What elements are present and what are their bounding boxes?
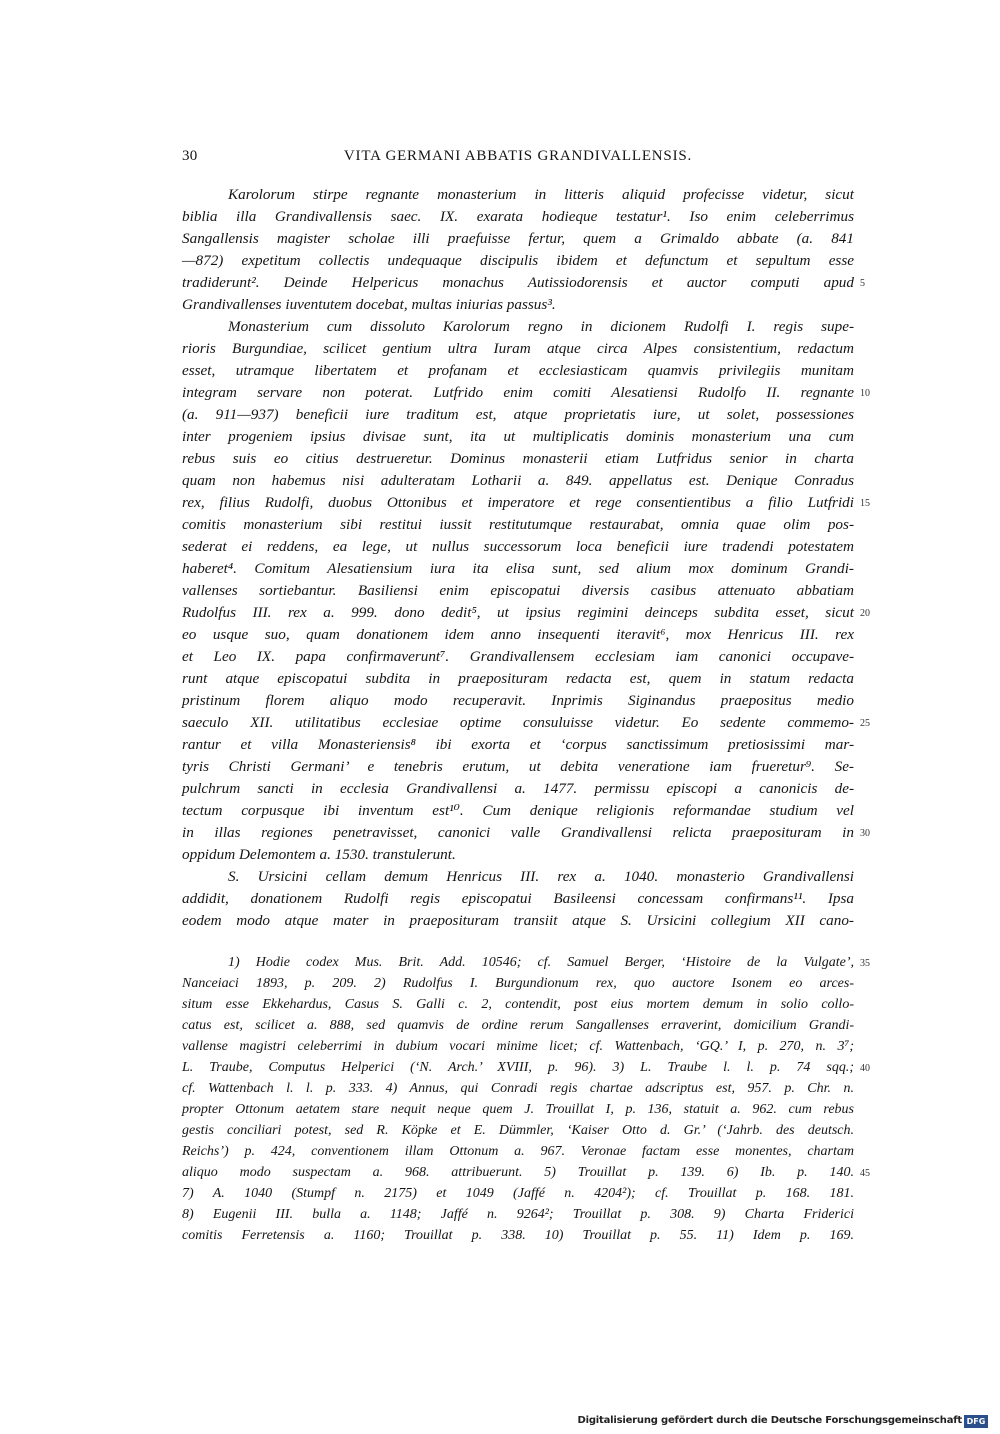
body-line: tradiderunt². Deinde Helpericus monachus Autissiodorensis et auctor computi apud bbox=[182, 274, 854, 291]
body-line: biblia illa Grandivallensis saec. IX. exarata hodieque testatur¹. Iso enim celeberrimus bbox=[182, 208, 854, 225]
footnote-line: situm esse Ekkehardus, Casus S. Galli c. 2, contendit, post eius mortem demum in solio collo- bbox=[182, 997, 854, 1012]
footnote-line: aliquo modo suspectam a. 968. attribuerunt. 5) Trouillat p. 139. 6) Ib. p. 140. bbox=[182, 1165, 854, 1180]
footnote-line: cf. Wattenbach l. l. p. 333. 4) Annus, qui Conradi regis chartae adscriptus est, 957. p. Chr. n. bbox=[182, 1081, 854, 1096]
margin-line-number: 15 bbox=[860, 498, 870, 509]
body-line: esset, utramque libertatem et profanam et ecclesiasticam quamvis privilegiis munitam bbox=[182, 362, 854, 379]
footnote-line: vallense magistri celeberrimi in dubium vocari minime licet; cf. Wattenbach, ‘GQ.’ I, p. 270, n. 3⁷; bbox=[182, 1039, 854, 1054]
footnote-line: L. Traube, Computus Helperici (‘N. Arch.’ XVIII, p. 96). 3) L. Traube l. l. p. 74 sqq.; bbox=[182, 1060, 854, 1075]
body-line: pristinum florem aliquo modo recuperavit. Inprimis Siginandus praepositus medio bbox=[182, 692, 854, 709]
body-line: oppidum Delemontem a. 1530. transtulerunt. bbox=[182, 846, 456, 863]
footnote-line: Nanceiaci 1893, p. 209. 2) Rudolfus I. Burgundionum rex, quo auctore Isonem eo arces- bbox=[182, 976, 854, 991]
body-line: in illas regiones penetravisset, canonici valle Grandivallensi relicta praeposituram in bbox=[182, 824, 854, 841]
running-title: VITA GERMANI ABBATIS GRANDIVALLENSIS. bbox=[343, 148, 693, 164]
body-line: inter progeniem ipsius divisae sunt, ita ut multiplicatis dominis monasterium una cum bbox=[182, 428, 854, 445]
body-line: Karolorum stirpe regnante monasterium in litteris aliquid profecisse videtur, sicut bbox=[228, 186, 854, 203]
footnote-line: gestis conciliari potest, sed R. Köpke et E. Dümmler, ‘Kaiser Otto d. Gr.’ (‘Jahrb. des deutsch. bbox=[182, 1123, 854, 1138]
body-line: addidit, donationem Rudolfi regis episcopatui Basileensi concessam confirmans¹¹. Ipsa bbox=[182, 890, 854, 907]
margin-line-number: 10 bbox=[860, 388, 870, 399]
body-line: eodem modo atque mater in praeposituram transiit atque S. Ursicini collegium XII cano- bbox=[182, 912, 854, 929]
margin-line-number: 25 bbox=[860, 718, 870, 729]
margin-line-number: 45 bbox=[860, 1168, 870, 1179]
body-line: Sangallensis magister scholae illi praefuisse fertur, quem a Grimaldo abbate (a. 841 bbox=[182, 230, 854, 247]
body-line: et Leo IX. papa confirmaverunt⁷. Grandivallensem ecclesiam iam canonici occupave- bbox=[182, 648, 854, 665]
body-line: rex, filius Rudolfi, duobus Ottonibus et imperatore et rege consentientibus a filio Lutfridi bbox=[182, 494, 854, 511]
body-line: tyris Christi Germani’ e tenebris erutum, ut debita veneratione iam frueretur⁹. Se- bbox=[182, 758, 854, 775]
footnote-line: comitis Ferretensis a. 1160; Trouillat p. 338. 10) Trouillat p. 55. 11) Idem p. 169. bbox=[182, 1228, 854, 1243]
margin-line-number: 20 bbox=[860, 608, 870, 619]
margin-line-number: 35 bbox=[860, 958, 870, 969]
body-line: pulchrum sancti in ecclesia Grandivallensi a. 1477. permissu episcopi a canonicis de- bbox=[182, 780, 854, 797]
body-line: comitis monasterium sibi restitui iussit restitutumque restaurabat, omnia quae olim pos- bbox=[182, 516, 854, 533]
body-line: tectum corpusque ibi inventum est¹⁰. Cum denique religionis reformandae studium vel bbox=[182, 802, 854, 819]
body-line: haberet⁴. Comitum Alesatiensium iura ita elisa sunt, sed alium mox dominum Grandi- bbox=[182, 560, 854, 577]
margin-line-number: 5 bbox=[860, 278, 865, 289]
footnote-line: 8) Eugenii III. bulla a. 1148; Jaffé n. 9264²; Trouillat p. 308. 9) Charta Friderici bbox=[182, 1207, 854, 1222]
margin-line-number: 40 bbox=[860, 1063, 870, 1074]
body-line: Grandivallenses iuventutem docebat, multas iniurias passus³. bbox=[182, 296, 556, 313]
body-line: Monasterium cum dissoluto Karolorum regno in dicionem Rudolfi I. regis supe- bbox=[228, 318, 854, 335]
digitization-credit bbox=[577, 1415, 988, 1429]
body-line: quam non habemus nisi adulteratam Lotharii a. 849. appellatus est. Denique Conradus bbox=[182, 472, 854, 489]
body-line: rioris Burgundiae, scilicet gentium ultra Iuram atque circa Alpes consistentium, redactum bbox=[182, 340, 854, 357]
body-line: Rudolfus III. rex a. 999. dono dedit⁵, ut ipsius regimini deinceps subdita esset, sicut bbox=[182, 604, 854, 621]
dfg-logo: DFG bbox=[964, 1415, 988, 1428]
credit-text: Digitalisierung gefördert durch die Deutsche Forschungsgemeinschaft bbox=[577, 1415, 962, 1426]
page-number: 30 bbox=[182, 148, 198, 164]
body-line: saeculo XII. utilitatibus ecclesiae optime consuluisse videtur. Eo sedente commemo- bbox=[182, 714, 854, 731]
footnote-line: catus est, scilicet a. 888, sed quamvis de ordine rerum Sangallenses erraverint, domicilium Grandi- bbox=[182, 1018, 854, 1033]
body-line: eo usque suo, quam donationem idem anno insequenti iteravit⁶, mox Henricus III. rex bbox=[182, 626, 854, 643]
running-header bbox=[182, 148, 854, 170]
body-line: rantur et villa Monasteriensis⁸ ibi exorta et ‘corpus sanctissimum pretiosissimi mar- bbox=[182, 736, 854, 753]
footnote-line: 7) A. 1040 (Stumpf n. 2175) et 1049 (Jaffé n. 4204²); cf. Trouillat p. 168. 181. bbox=[182, 1186, 854, 1201]
body-line: vallenses sortiebantur. Basiliensi enim episcopatui diversis casibus attenuato abbatiam bbox=[182, 582, 854, 599]
body-line: rebus suis eo citius destrueretur. Dominus monasterii etiam Lutfridus senior in charta bbox=[182, 450, 854, 467]
footnote-line: 1) Hodie codex Mus. Brit. Add. 10546; cf. Samuel Berger, ‘Histoire de la Vulgate’, bbox=[228, 955, 854, 970]
body-line: integram servare non poterat. Lutfrido enim comiti Alesatiensi Rudolfo II. regnante bbox=[182, 384, 854, 401]
body-line: S. Ursicini cellam demum Henricus III. rex a. 1040. monasterio Grandivallensi bbox=[228, 868, 854, 885]
body-line: —872) expetitum collectis undequaque discipulis ibidem et defunctum et sepultum esse bbox=[182, 252, 854, 269]
body-line: (a. 911—937) beneficii iure traditum est, atque proprietatis iure, ut solet, possessiones bbox=[182, 406, 854, 423]
footnote-line: propter Ottonum aetatem stare nequit neque quem J. Trouillat I, p. 136, statuit a. 962. cum rebus bbox=[182, 1102, 854, 1117]
body-line: sederat ei reddens, ea lege, ut nullus successorum loca beneficii iure tradendi potestatem bbox=[182, 538, 854, 555]
footnote-line: Reichs’) p. 424, conventionem illam Ottonum a. 967. Veronae factam esse monentes, chartam bbox=[182, 1144, 854, 1159]
body-line: runt atque episcopatui subdita in praeposituram redacta est, quem in statum redacta bbox=[182, 670, 854, 687]
margin-line-number: 30 bbox=[860, 828, 870, 839]
